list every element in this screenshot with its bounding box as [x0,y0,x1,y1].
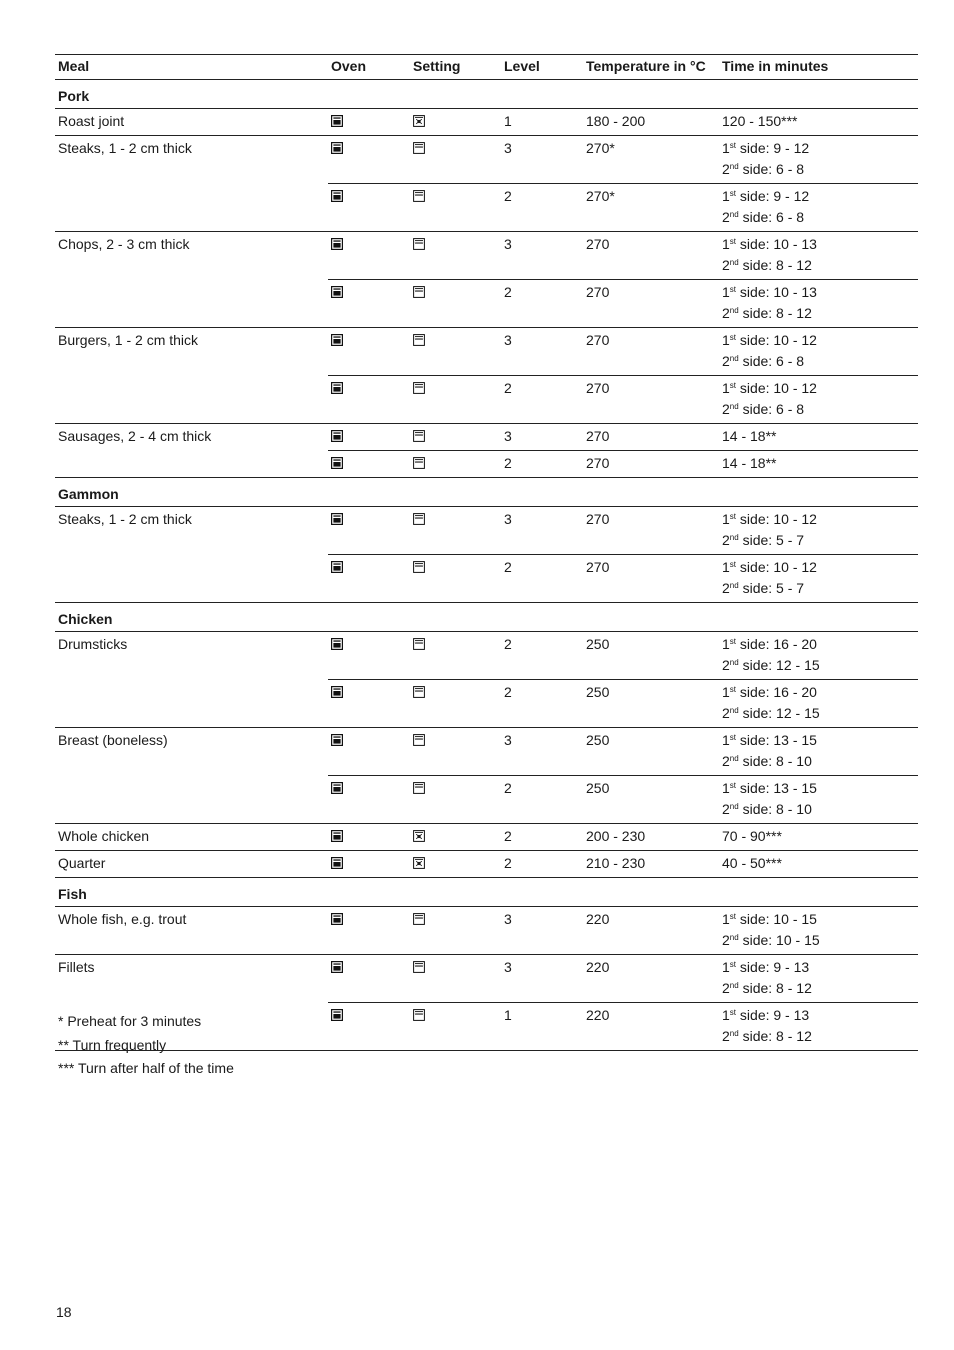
level-cell: 3 [501,424,583,451]
oven-cell [328,851,410,878]
meal-cell [55,680,328,728]
temperature-cell: 270 [583,232,719,280]
level-cell: 2 [501,824,583,851]
setting-cell [410,451,501,478]
ordinal-suffix: st [729,912,737,921]
oven-grill-icon [331,910,343,922]
level-cell: 2 [501,555,583,603]
time-line: 2nd side: 10 - 15 [722,932,820,948]
full-width-grill-icon [413,1006,425,1018]
footnotes [58,1010,234,1081]
full-width-grill-icon [413,379,425,391]
level-cell: 3 [501,907,583,955]
oven-cell [328,136,410,184]
oven-grill-icon [331,379,343,391]
ordinal-suffix: st [729,637,737,646]
level-cell: 2 [501,376,583,424]
meal-cell: Fillets [55,955,328,1003]
setting-cell [410,109,501,136]
page-number: 18 [56,1304,72,1320]
table-body [55,80,918,1051]
oven-cell [328,280,410,328]
table-row [55,632,918,680]
full-width-grill-icon [413,139,425,151]
oven-cell [328,555,410,603]
grilling-table [55,54,918,1051]
category-row [55,603,918,632]
ordinal-suffix: st [729,512,737,521]
time-cell [719,907,918,955]
temperature-cell: 270 [583,507,719,555]
temperature-cell: 180 - 200 [583,109,719,136]
time-line: 2nd side: 5 - 7 [722,532,805,548]
oven-grill-icon [331,454,343,466]
meal-cell [55,555,328,603]
table-row [55,851,918,878]
table-row [55,907,918,955]
header-time: Time in minutes [719,55,918,80]
oven-grill-icon [331,779,343,791]
setting-cell [410,728,501,776]
header-meal: Meal [55,55,328,80]
ordinal-suffix: nd [729,306,739,315]
header-temperature: Temperature in °C [583,55,719,80]
time-cell [719,232,918,280]
full-width-grill-icon [413,779,425,791]
time-line: 1st side: 9 - 12 [722,188,810,204]
level-cell: 2 [501,776,583,824]
meal-cell: Roast joint [55,109,328,136]
temperature-cell: 210 - 230 [583,851,719,878]
full-width-grill-icon [413,731,425,743]
meal-cell: Burgers, 1 - 2 cm thick [55,328,328,376]
meal-cell [55,280,328,328]
level-cell: 3 [501,728,583,776]
setting-cell [410,776,501,824]
time-line: 2nd side: 6 - 8 [722,161,805,177]
full-width-grill-icon [413,910,425,922]
time-line: 14 - 18** [722,455,777,471]
time-cell [719,632,918,680]
category-label: Fish [55,878,918,907]
meal-cell [55,776,328,824]
temperature-cell: 220 [583,1003,719,1051]
setting-cell [410,328,501,376]
oven-grill-icon [331,139,343,151]
temperature-cell: 270* [583,184,719,232]
oven-cell [328,955,410,1003]
time-cell [719,680,918,728]
temperature-cell: 270 [583,451,719,478]
table-row [55,424,918,451]
level-cell: 2 [501,851,583,878]
temperature-cell: 250 [583,632,719,680]
ordinal-suffix: nd [729,802,739,811]
time-cell [719,728,918,776]
ordinal-suffix: nd [729,354,739,363]
oven-grill-icon [331,510,343,522]
oven-cell [328,680,410,728]
ordinal-suffix: nd [729,258,739,267]
time-cell [719,376,918,424]
setting-cell [410,280,501,328]
full-width-grill-icon [413,558,425,570]
level-cell: 1 [501,1003,583,1051]
time-line: 1st side: 10 - 15 [722,911,817,927]
meal-cell: Whole chicken [55,824,328,851]
full-width-grill-icon [413,635,425,647]
time-line: 1st side: 16 - 20 [722,684,817,700]
header-setting: Setting [410,55,501,80]
full-width-grill-icon [413,187,425,199]
table-row [55,824,918,851]
time-line: 1st side: 9 - 13 [722,1007,810,1023]
table-row [55,955,918,1003]
ordinal-suffix: nd [729,1029,739,1038]
time-line: 1st side: 9 - 12 [722,140,810,156]
oven-cell [328,1003,410,1051]
temperature-cell: 250 [583,776,719,824]
oven-grill-icon [331,427,343,439]
table-row [55,728,918,776]
oven-cell [328,184,410,232]
oven-grill-icon [331,283,343,295]
oven-cell [328,328,410,376]
oven-cell [328,109,410,136]
temperature-cell: 270 [583,555,719,603]
time-cell [719,109,918,136]
temperature-cell: 270 [583,424,719,451]
time-line: 1st side: 9 - 13 [722,959,810,975]
time-line: 2nd side: 8 - 10 [722,801,812,817]
meal-cell: Breast (boneless) [55,728,328,776]
meal-cell [55,184,328,232]
ordinal-suffix: st [729,141,737,150]
time-cell [719,851,918,878]
oven-cell [328,376,410,424]
time-cell [719,184,918,232]
time-line: 2nd side: 8 - 10 [722,753,812,769]
time-cell [719,1003,918,1051]
level-cell: 1 [501,109,583,136]
oven-grill-icon [331,112,343,124]
setting-cell [410,907,501,955]
full-width-grill-icon [413,958,425,970]
ordinal-suffix: st [729,1008,737,1017]
oven-cell [328,728,410,776]
category-label: Pork [58,88,90,104]
ordinal-suffix: st [729,685,737,694]
circulated-air-grill-icon [413,854,425,866]
time-line: 2nd side: 8 - 12 [722,980,812,996]
ordinal-suffix: nd [729,402,739,411]
level-cell: 2 [501,632,583,680]
oven-cell [328,451,410,478]
category-label: Gammon [55,478,918,507]
oven-grill-icon [331,1006,343,1018]
time-cell [719,955,918,1003]
meal-cell: Steaks, 1 - 2 cm thick [55,136,328,184]
ordinal-suffix: st [729,285,737,294]
oven-grill-icon [331,683,343,695]
level-cell: 3 [501,232,583,280]
setting-cell [410,851,501,878]
time-cell [719,451,918,478]
meal-cell: Quarter [55,851,328,878]
oven-grill-icon [331,187,343,199]
ordinal-suffix: st [729,781,737,790]
ordinal-suffix: nd [729,706,739,715]
time-line: 1st side: 10 - 12 [722,511,817,527]
time-line: 1st side: 10 - 12 [722,380,817,396]
level-cell: 2 [501,451,583,478]
table-row [55,680,918,728]
table-row [55,232,918,280]
setting-cell [410,955,501,1003]
table-row [55,109,918,136]
ordinal-suffix: nd [729,533,739,542]
setting-cell [410,1003,501,1051]
oven-cell [328,507,410,555]
table-row [55,555,918,603]
meal-cell: Whole fish, e.g. trout [55,907,328,955]
meal-cell: Steaks, 1 - 2 cm thick [55,507,328,555]
meal-cell [55,451,328,478]
setting-cell [410,680,501,728]
time-line: 1st side: 13 - 15 [722,780,817,796]
time-line: 2nd side: 8 - 12 [722,257,812,273]
table-row [55,376,918,424]
category-row [55,80,918,109]
temperature-cell: 270 [583,280,719,328]
time-cell [719,507,918,555]
time-cell [719,776,918,824]
oven-grill-icon [331,331,343,343]
temperature-cell: 270* [583,136,719,184]
footnote: *** Turn after half of the time [58,1060,234,1076]
oven-grill-icon [331,558,343,570]
time-line: 1st side: 10 - 13 [722,236,817,252]
temperature-cell: 250 [583,680,719,728]
oven-cell [328,424,410,451]
header-oven: Oven [328,55,410,80]
setting-cell [410,136,501,184]
time-line: 1st side: 16 - 20 [722,636,817,652]
time-line: 40 - 50*** [722,855,782,871]
oven-cell [328,824,410,851]
table-row [55,184,918,232]
oven-cell [328,632,410,680]
ordinal-suffix: st [729,733,737,742]
time-line: 2nd side: 12 - 15 [722,657,820,673]
meal-cell [55,376,328,424]
ordinal-suffix: st [729,237,737,246]
time-line: 2nd side: 6 - 8 [722,209,805,225]
footnote: * Preheat for 3 minutes [58,1013,202,1029]
table-row [55,136,918,184]
ordinal-suffix: nd [729,210,739,219]
ordinal-suffix: st [729,189,737,198]
time-line: 2nd side: 6 - 8 [722,401,805,417]
temperature-cell: 250 [583,728,719,776]
time-line: 70 - 90*** [722,828,782,844]
time-line: 120 - 150*** [722,113,798,129]
table-row [55,328,918,376]
oven-cell [328,907,410,955]
oven-cell [328,776,410,824]
level-cell: 2 [501,680,583,728]
ordinal-suffix: st [729,333,737,342]
full-width-grill-icon [413,235,425,247]
time-line: 2nd side: 5 - 7 [722,580,805,596]
meal-cell: Sausages, 2 - 4 cm thick [55,424,328,451]
category-label: Chicken [55,603,918,632]
setting-cell [410,632,501,680]
time-cell [719,328,918,376]
time-line: 1st side: 10 - 13 [722,284,817,300]
full-width-grill-icon [413,454,425,466]
ordinal-suffix: nd [729,658,739,667]
oven-cell [328,232,410,280]
oven-grill-icon [331,958,343,970]
ordinal-suffix: nd [729,933,739,942]
time-line: 14 - 18** [722,428,777,444]
setting-cell [410,424,501,451]
category-row [55,878,918,907]
full-width-grill-icon [413,683,425,695]
time-line: 2nd side: 8 - 12 [722,1028,812,1044]
oven-grill-icon [331,635,343,647]
table-row [55,280,918,328]
ordinal-suffix: st [729,381,737,390]
oven-grill-icon [331,827,343,839]
setting-cell [410,376,501,424]
time-line: 1st side: 10 - 12 [722,332,817,348]
time-cell [719,280,918,328]
oven-grill-icon [331,854,343,866]
time-line: 1st side: 13 - 15 [722,732,817,748]
header-level: Level [501,55,583,80]
level-cell: 3 [501,136,583,184]
table-header-row [55,55,918,80]
category-row [55,478,918,507]
table-row [55,507,918,555]
temperature-cell: 200 - 230 [583,824,719,851]
temperature-cell: 220 [583,907,719,955]
time-line: 2nd side: 8 - 12 [722,305,812,321]
temperature-cell: 270 [583,376,719,424]
time-cell [719,555,918,603]
ordinal-suffix: nd [729,162,739,171]
setting-cell [410,824,501,851]
level-cell: 3 [501,328,583,376]
temperature-cell: 220 [583,955,719,1003]
time-line: 2nd side: 12 - 15 [722,705,820,721]
level-cell: 2 [501,184,583,232]
circulated-air-grill-icon [413,112,425,124]
full-width-grill-icon [413,283,425,295]
footnote: ** Turn frequently [58,1036,167,1053]
ordinal-suffix: st [729,560,737,569]
ordinal-suffix: nd [729,754,739,763]
oven-grill-icon [331,235,343,247]
meal-cell: Drumsticks [55,632,328,680]
time-cell [719,824,918,851]
time-line: 1st side: 10 - 12 [722,559,817,575]
ordinal-suffix: nd [729,981,739,990]
meal-cell: Chops, 2 - 3 cm thick [55,232,328,280]
time-cell [719,424,918,451]
setting-cell [410,507,501,555]
ordinal-suffix: st [729,960,737,969]
setting-cell [410,232,501,280]
circulated-air-grill-icon [413,827,425,839]
time-cell [719,136,918,184]
full-width-grill-icon [413,331,425,343]
temperature-cell: 270 [583,328,719,376]
level-cell: 3 [501,507,583,555]
oven-grill-icon [331,731,343,743]
table-row [55,451,918,478]
setting-cell [410,184,501,232]
full-width-grill-icon [413,510,425,522]
time-line: 2nd side: 6 - 8 [722,353,805,369]
ordinal-suffix: nd [729,581,739,590]
level-cell: 2 [501,280,583,328]
table-row [55,776,918,824]
level-cell: 3 [501,955,583,1003]
setting-cell [410,555,501,603]
full-width-grill-icon [413,427,425,439]
